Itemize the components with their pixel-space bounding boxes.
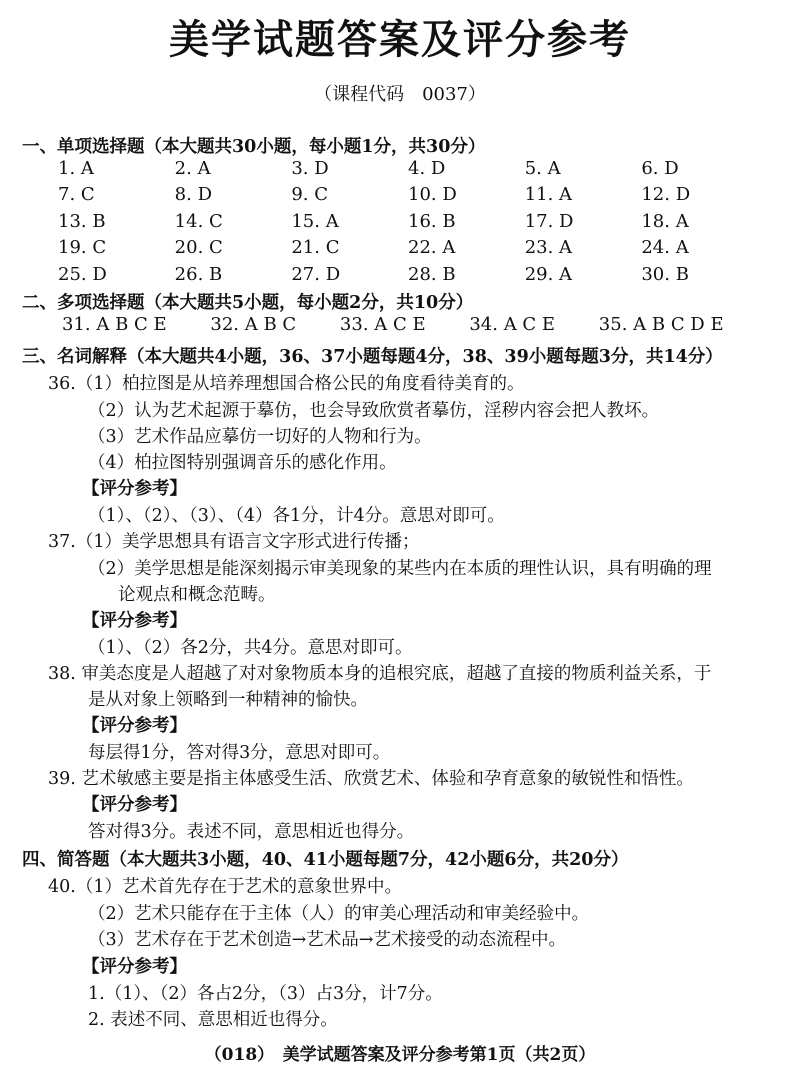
answer-item: 31. A B C E	[62, 314, 167, 335]
q38-line: 38. 审美态度是人超越了对对象物质本身的追根究底，超越了直接的物质利益关系，于	[48, 664, 712, 684]
answer-item: 22. A	[408, 237, 456, 259]
scoring-reference-tag: 【评分参考】	[82, 957, 187, 977]
answer-item: 26. B	[174, 263, 223, 285]
q38-score: 每层得1分，答对得3分，意思对即可。	[88, 743, 391, 763]
answer-item: 33. A C E	[339, 314, 426, 335]
answer-item: 13. B	[58, 210, 106, 232]
scoring-reference-tag: 【评分参考】	[82, 716, 187, 736]
section-heading-short-answer: 四、简答题（本大题共3小题，40、41小题每题7分，42小题6分，共20分）	[22, 850, 629, 870]
answer-item: 32. A B C	[210, 314, 297, 335]
answer-row	[58, 235, 758, 262]
answer-row	[58, 261, 758, 288]
answer-item: 28. B	[408, 263, 456, 285]
course-code: （课程代码 0037）	[314, 84, 486, 105]
answer-item: 2. A	[174, 157, 211, 179]
section-heading-multi-choice: 二、多项选择题（本大题共5小题，每小题2分，共10分）	[22, 293, 474, 313]
q36-line: 36.（1）柏拉图是从培养理想国合格公民的角度看待美育的。	[48, 374, 525, 394]
answer-item: 19. C	[58, 237, 107, 259]
answer-row	[58, 182, 758, 209]
answer-item: 11. A	[524, 184, 573, 206]
single-choice-answers	[58, 155, 758, 288]
answer-item: 21. C	[291, 237, 340, 259]
q37-line: （2）美学思想是能深刻揭示审美现象的某些内在本质的理性认识，具有明确的理	[88, 559, 712, 579]
answer-item: 16. B	[408, 210, 456, 232]
page-title: 美学试题答案及评分参考	[169, 16, 631, 63]
section-heading-terms: 三、名词解释（本大题共4小题，36、37小题每题4分，38、39小题每题3分，共14分）	[22, 347, 723, 367]
answer-item: 15. A	[291, 210, 339, 232]
answer-item: 29. A	[524, 263, 573, 285]
answer-item: 3. D	[291, 157, 329, 179]
q37-line: 论观点和概念范畴。	[118, 585, 276, 605]
scoring-reference-tag: 【评分参考】	[82, 795, 187, 815]
answer-item: 8. D	[174, 184, 212, 206]
scoring-reference-tag: 【评分参考】	[82, 479, 187, 499]
answer-item: 34. A C E	[469, 314, 556, 335]
answer-item: 5. A	[524, 157, 561, 179]
q39-line: 39. 艺术敏感主要是指主体感受生活、欣赏艺术、体验和孕育意象的敏锐性和悟性。	[48, 769, 694, 789]
q36-score: （1）、（2）、（3）、（4）各1分，计4分。意思对即可。	[88, 506, 505, 526]
answer-item: 14. C	[174, 210, 223, 232]
page-footer: （018） 美学试题答案及评分参考第1页（共2页）	[204, 1045, 596, 1065]
q37-score: （1）、（2）各2分，共4分。意思对即可。	[88, 638, 413, 658]
scoring-reference-tag: 【评分参考】	[82, 611, 187, 631]
q37-line: 37.（1）美学思想具有语言文字形式进行传播；	[48, 532, 420, 552]
section-heading-single-choice: 一、单项选择题（本大题共30小题，每小题1分，共30分）	[22, 137, 486, 157]
answer-item: 18. A	[641, 210, 689, 232]
answer-item: 20. C	[174, 237, 223, 259]
answer-item: 10. D	[408, 184, 457, 206]
answer-item: 12. D	[641, 184, 691, 206]
q36-line: （4）柏拉图特别强调音乐的感化作用。	[88, 453, 397, 473]
answer-item: 17. D	[524, 210, 574, 232]
q40-score: 1.（1）、（2）各占2分，（3）占3分，计7分。	[88, 984, 443, 1004]
multi-choice-answers	[62, 314, 762, 335]
q40-line: 40.（1）艺术首先存在于艺术的意象世界中。	[48, 877, 402, 897]
answer-item: 6. D	[641, 157, 679, 179]
q36-line: （3）艺术作品应摹仿一切好的人物和行为。	[88, 427, 432, 447]
answer-item: 30. B	[641, 263, 689, 285]
answer-row	[58, 155, 758, 182]
q40-line: （2）艺术只能存在于主体（人）的审美心理活动和审美经验中。	[88, 904, 590, 924]
answer-item: 9. C	[291, 184, 329, 206]
answer-row	[58, 208, 758, 235]
answer-item: 27. D	[291, 263, 341, 285]
answer-item: 23. A	[524, 237, 573, 259]
answer-item: 25. D	[58, 263, 107, 285]
answer-item: 35. A B C D E	[598, 314, 724, 335]
q36-line: （2）认为艺术起源于摹仿，也会导致欣赏者摹仿，淫秽内容会把人教坏。	[88, 401, 660, 421]
answer-item: 1. A	[58, 157, 94, 179]
q40-line: （3）艺术存在于艺术创造→艺术品→艺术接受的动态流程中。	[88, 930, 566, 950]
q39-score: 答对得3分。表述不同，意思相近也得分。	[88, 822, 415, 842]
answer-item: 7. C	[58, 184, 95, 206]
q38-line: 是从对象上领略到一种精神的愉快。	[88, 690, 368, 710]
answer-item: 4. D	[408, 157, 446, 179]
q40-score: 2. 表述不同、意思相近也得分。	[88, 1010, 338, 1030]
answer-item: 24. A	[641, 237, 689, 259]
